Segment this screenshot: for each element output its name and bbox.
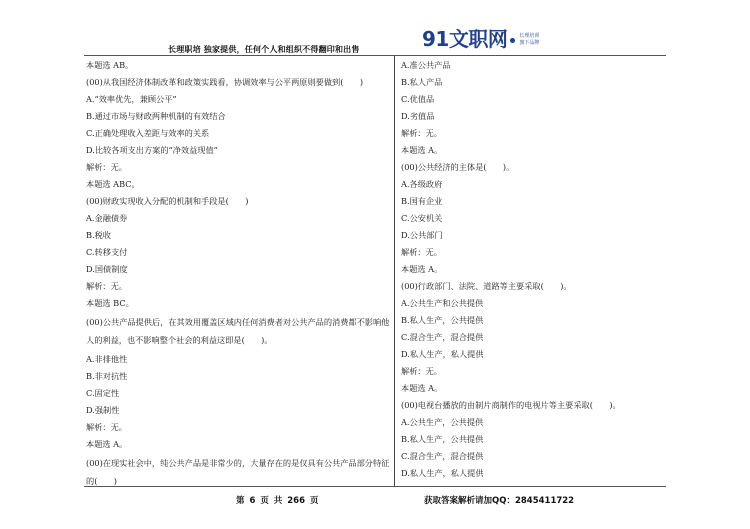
option-line: B.私人生产，公共提供 bbox=[401, 434, 484, 444]
analysis-line: 解析：无。 bbox=[86, 281, 127, 291]
option-line: D.公共部门 bbox=[401, 230, 443, 240]
option-line: B.通过市场与财政两种机制的有效结合 bbox=[86, 111, 226, 121]
analysis-line: 解析：无。 bbox=[401, 128, 442, 138]
option-line: D.劣值品 bbox=[401, 111, 435, 121]
question-line: (00)公共经济的主体是( )。 bbox=[401, 162, 515, 172]
option-line: C.正确处理收入差距与效率的关系 bbox=[86, 128, 210, 138]
right-column bbox=[401, 57, 665, 482]
option-line: B.国有企业 bbox=[401, 196, 443, 206]
option-line: B.非对抗性 bbox=[86, 371, 128, 382]
brand-tagline-line: 长理培训 bbox=[519, 33, 540, 39]
answer-line: 本题选 BC。 bbox=[86, 298, 134, 308]
answer-line: 本题选 ABC。 bbox=[86, 179, 140, 189]
header-notice: 长理职培 独家提供，任何个人和组织不得翻印和出售 bbox=[168, 45, 360, 54]
option-line: A.准公共产品 bbox=[401, 60, 451, 70]
option-line: C.优值品 bbox=[401, 94, 435, 104]
question-line: (00)在现实社会中，纯公共产品是非常少的，大量存在的是仅具有公共产品部分特征的( ) bbox=[86, 458, 390, 486]
option-line: D.私人生产，私人提供 bbox=[401, 349, 484, 359]
answer-line: 本题选 A。 bbox=[401, 264, 443, 274]
answer-line: 本题选 A。 bbox=[401, 383, 443, 393]
brand-tagline-line: 旗下品牌 bbox=[519, 40, 540, 46]
option-line: A.非排他性 bbox=[86, 354, 128, 365]
option-line: D.私人生产，私人提供 bbox=[401, 468, 484, 478]
option-line: B.税收 bbox=[86, 230, 111, 240]
option-line: A.公共生产和公共提供 bbox=[401, 298, 484, 308]
option-line: B.私人生产，公共提供 bbox=[401, 315, 484, 325]
question-line: (00)从我国经济体制改革和政策实践看，协调效率与公平两原则要做到( ) bbox=[86, 77, 364, 87]
analysis-line: 解析：无。 bbox=[86, 422, 127, 433]
analysis-line: 解析：无。 bbox=[401, 247, 442, 257]
column-divider bbox=[394, 56, 395, 486]
analysis-line: 解析：无。 bbox=[86, 162, 127, 172]
option-line: C.混合生产，混合提供 bbox=[401, 451, 484, 461]
contact-note: 获取答案解析请加QQ：2845411722 bbox=[424, 496, 575, 506]
brand-dot-icon bbox=[510, 38, 515, 43]
option-line: D.比较各项支出方案的“净效益现值” bbox=[86, 145, 218, 155]
option-line: B.私人产品 bbox=[401, 77, 443, 87]
question-line: (00)行政部门、法院、道路等主要采取( )。 bbox=[401, 281, 572, 291]
brand-logo bbox=[422, 28, 539, 50]
option-line: C.混合生产，混合提供 bbox=[401, 332, 484, 342]
option-line: A.公共生产，公共提供 bbox=[401, 417, 484, 427]
text-line: 本题选 AB。 bbox=[86, 60, 134, 70]
question-line: (00)公共产品提供后，在其效用覆盖区域内任何消费者对公共产品的消费都不影响他人的利益，也不影响整个社会的利益这即是( )。 bbox=[86, 317, 390, 345]
option-line: A.各级政府 bbox=[401, 179, 443, 189]
question-line: (00)财政实现收入分配的机制和手段是( ) bbox=[86, 196, 249, 206]
option-line: C.公安机关 bbox=[401, 213, 443, 223]
left-column bbox=[86, 57, 390, 492]
brand-name: 91文职网 bbox=[422, 27, 508, 51]
option-line: C.固定性 bbox=[86, 388, 120, 399]
header-rule bbox=[84, 55, 666, 56]
option-line: A.金融债券 bbox=[86, 213, 128, 223]
option-line: D.强制性 bbox=[86, 405, 120, 416]
option-line: D.国债制度 bbox=[86, 264, 128, 274]
option-line: A.“效率优先，兼顾公平” bbox=[86, 94, 177, 104]
page-number: 第 6 页 共 266 页 bbox=[236, 496, 319, 506]
option-line: C.转移支付 bbox=[86, 247, 128, 257]
footer-rule bbox=[84, 486, 666, 487]
answer-line: 本题选 A。 bbox=[401, 145, 443, 155]
question-line: (00)电视台播放的由制片商制作的电视片等主要采取( )。 bbox=[401, 400, 621, 410]
answer-line: 本题选 A。 bbox=[86, 439, 128, 450]
brand-tagline bbox=[519, 33, 539, 47]
analysis-line: 解析：无。 bbox=[401, 366, 442, 376]
